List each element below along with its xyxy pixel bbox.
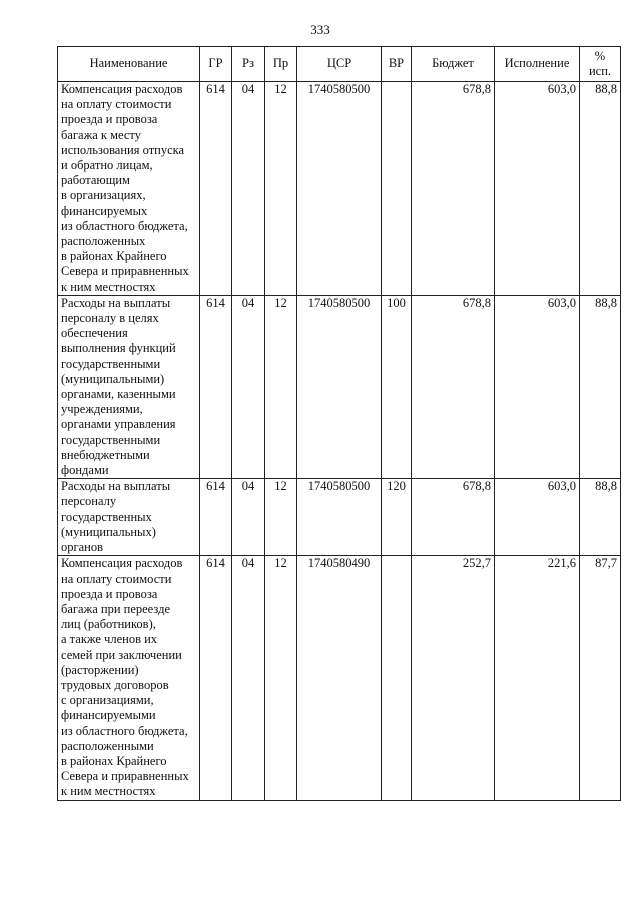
row-name-line: учреждениями, [61,402,143,417]
row-name-line: (муниципальными) [61,371,165,386]
row-execution: 603,0 [495,82,580,296]
row-name-line: проезда и провоза [61,586,158,601]
header-vr: ВР [382,47,412,82]
row-percent: 88,8 [580,479,621,556]
row-vr: 120 [382,479,412,556]
row-vr [382,556,412,800]
row-name-line: выполнения функций [61,341,176,356]
row-vr [382,82,412,296]
row-name-line: в районах Крайнего [61,249,167,264]
table-body [58,82,621,801]
row-budget: 678,8 [412,82,495,296]
row-name [58,295,200,478]
page-number: 333 [310,22,330,37]
row-name-line: органами управления [61,417,176,432]
row-name-line: (расторжении) [61,662,139,677]
row-name-line: государственными [61,432,161,447]
header-percent-symbol: % [594,49,606,63]
row-name-line: трудовых договоров [61,677,169,692]
row-percent: 88,8 [580,295,621,478]
row-csr: 1740580500 [297,82,382,296]
row-name-line: Расходы на выплаты [61,295,171,310]
header-budget: Бюджет [412,47,495,82]
row-name-line: из областного бюджета, [61,723,188,738]
header-execution: Исполнение [495,47,580,82]
header-csr: ЦСР [297,47,382,82]
row-name-line: на оплату стоимости [61,571,172,586]
row-name-line: работающим [61,173,130,188]
row-pr: 12 [265,556,297,800]
row-name-line: багажа при переезде [61,601,171,616]
row-name-line: в организациях, [61,188,146,203]
header-rz: Рз [232,47,265,82]
row-name-line: багажа к месту [61,127,141,142]
row-percent: 88,8 [580,82,621,296]
row-name-line: расположенных [61,234,146,249]
row-name-line: а также членов их [61,632,158,647]
table-row [58,556,621,800]
header-percent [580,47,621,82]
row-name-line: персоналу в целях [61,311,159,326]
row-budget: 252,7 [412,556,495,800]
table-row [58,82,621,296]
row-name-line: к ним местностях [61,784,156,799]
row-name-line: лиц (работников), [61,617,156,632]
row-name-line: финансируемыми [61,708,156,723]
row-rz: 04 [232,479,265,556]
row-execution: 221,6 [495,556,580,800]
row-execution: 603,0 [495,295,580,478]
row-pr: 12 [265,295,297,478]
row-name-line: из областного бюджета, [61,218,188,233]
row-name-line: Компенсация расходов [61,82,183,96]
row-name-line: государственных [61,509,152,524]
row-gr: 614 [200,82,232,296]
row-budget: 678,8 [412,479,495,556]
row-name-line: Севера и приравненных [61,769,189,784]
row-name-line: Компенсация расходов [61,556,183,571]
row-name-line: внебюджетными [61,447,150,462]
row-name-line: фондами [61,463,109,478]
row-percent: 87,7 [580,556,621,800]
row-vr: 100 [382,295,412,478]
row-name-line: к ним местностях [61,279,156,294]
row-name-line: органами, казенными [61,387,176,402]
row-name-line: обеспечения [61,326,128,341]
row-csr: 1740580500 [297,295,382,478]
row-name-line: проезда и провоза [61,112,158,127]
row-name-line: финансируемых [61,203,148,218]
row-name [58,556,200,800]
row-pr: 12 [265,479,297,556]
row-name-line: семей при заключении [61,647,182,662]
row-pr: 12 [265,82,297,296]
row-name-line: на оплату стоимости [61,97,172,112]
row-name-line: и обратно лицам, [61,158,153,173]
row-csr: 1740580490 [297,556,382,800]
row-gr: 614 [200,556,232,800]
header-percent-label: исп. [588,64,612,78]
row-rz: 04 [232,556,265,800]
row-name-line: органов [61,540,104,555]
header-pr: Пр [265,47,297,82]
row-name-line: расположенными [61,738,154,753]
row-rz: 04 [232,295,265,478]
row-gr: 614 [200,295,232,478]
row-name [58,82,200,296]
budget-table [57,46,621,801]
header-name: Наименование [58,47,200,82]
row-budget: 678,8 [412,295,495,478]
row-name-line: Севера и приравненных [61,264,189,279]
header-row [58,47,621,82]
row-name [58,479,200,556]
row-gr: 614 [200,479,232,556]
table-row [58,479,621,556]
row-name-line: (муниципальных) [61,524,156,539]
row-name-line: персоналу [61,494,117,509]
row-csr: 1740580500 [297,479,382,556]
header-gr: ГР [200,47,232,82]
row-name-line: использования отпуска [61,142,185,157]
row-execution: 603,0 [495,479,580,556]
row-name-line: государственными [61,356,161,371]
table-row [58,295,621,478]
row-name-line: Расходы на выплаты [61,479,171,494]
row-name-line: с организациями, [61,693,154,708]
row-rz: 04 [232,82,265,296]
row-name-line: в районах Крайнего [61,753,167,768]
